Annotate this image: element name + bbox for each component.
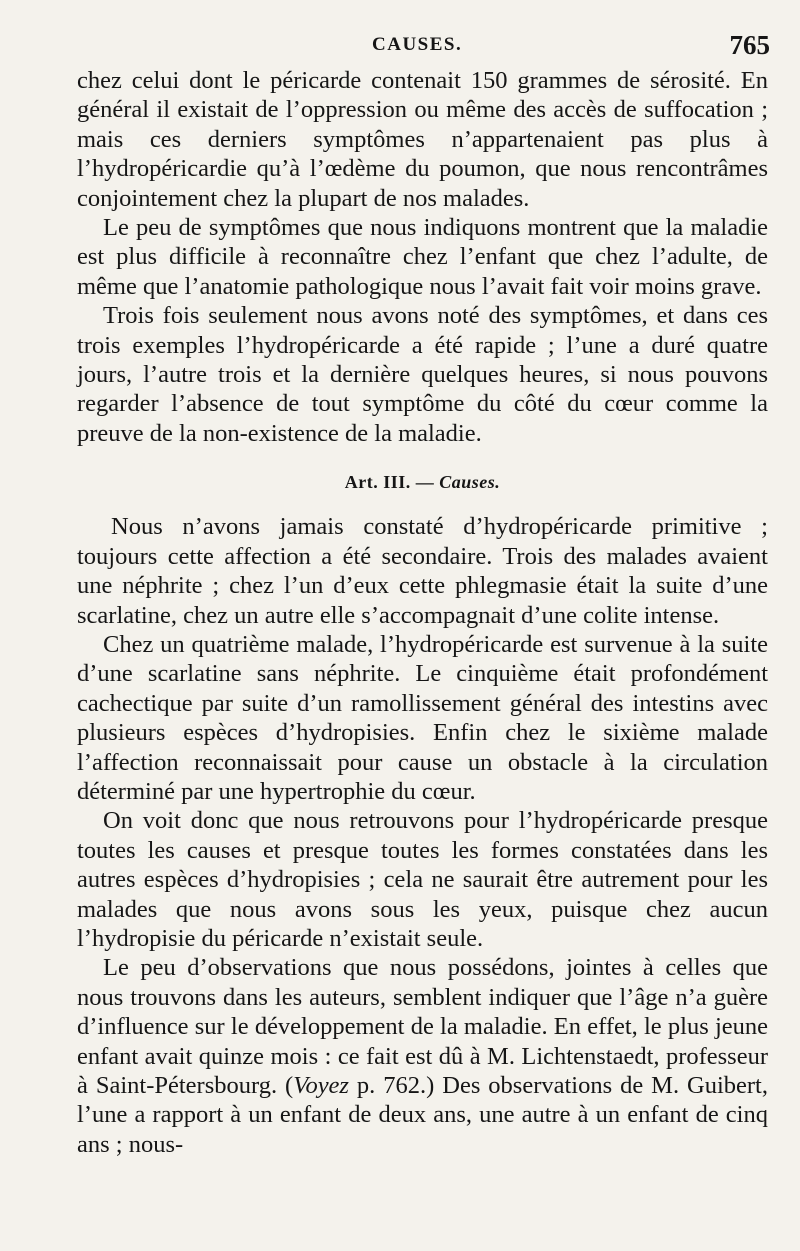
paragraph-continued: chez celui dont le péricarde contenait 150 grammes de sérosité. En général il existait de l’oppression ou même des accès de suffocation ; mais ces derniers symptômes n’appartenaient pas plus à l’hydropéricardie qu’à l’œdème du poumon, que nous rencontrâmes conjointement chez la plupart de nos malades. [77,67,768,212]
last-paragraph-tail: p. 762.) Des observations de M. Guibert, l’une a rapport à un enfant de deux ans, une autre à un enfant de cinq ans ; nous- [77,1072,768,1158]
paragraph: Le peu de symptômes que nous indiquons montrent que la maladie est plus difficile à reconnaître chez l’enfant que chez l’adulte, de même que l’anatomie pathologique nous l’avait fait voir moins grave. [77,214,768,300]
section-article: Art. III. — [344,472,435,493]
section-title: Causes. [439,472,501,493]
body-text [77,66,768,1159]
reference-word: Voyez [293,1072,349,1099]
last-paragraph-text: Le peu d’observations que nous possédons, jointes à celles que nous trouvons dans les auteurs, semblent indiquer que l’âge n’a guère d’influence sur le développement de la maladie. En effet, le plus jeune enfant avait quinze mois : ce fait est dû à M. Lichtenstaedt, professeur à Saint-Pétersbourg. ( [77,954,768,1099]
page-number: 765 [729,30,770,60]
paragraph: Trois fois seulement nous avons noté des symptômes, et dans ces trois exemples l’hydropéricarde a été rapide ; l’une a duré quatre jours, l’autre trois et la dernière quelques heures, si nous pouvons regarder l’absence de tout symptôme du côté du cœur comme la preuve de la non-existence de la maladie. [77,302,768,447]
section-heading [77,470,768,494]
paragraph: On voit donc que nous retrouvons pour l’hydropéricarde presque toutes les causes et presque toutes les formes constatées dans les autres espèces d’hydropisies ; cela ne saurait être autrement pour les malades que nous avons sous les yeux, puisque chez aucun l’hydropisie du péricarde n’existait seule. [77,807,768,952]
paragraph-last [77,953,768,1159]
paragraph: Chez un quatrième malade, l’hydropéricarde est survenue à la suite d’une scarlatine sans néphrite. Le cinquième était profondément cachectique par suite d’un ramollissement général des intestins avec plusieurs espèces d’hydropisies. Enfin chez le sixième malade l’affection reconnaissait pour cause un obstacle à la circulation déterminé par une hypertrophie du cœur. [77,630,768,805]
running-head [0,30,800,66]
paragraph: Nous n’avons jamais constaté d’hydropéricarde primitive ; toujours cette affection a été secondaire. Trois des malades avaient une néphrite ; chez l’un d’eux cette phlegmasie était la suite d’une scarlatine, chez un autre elle s’accompagnait d’une colite intense. [77,513,768,629]
running-title: CAUSES. [372,34,463,55]
